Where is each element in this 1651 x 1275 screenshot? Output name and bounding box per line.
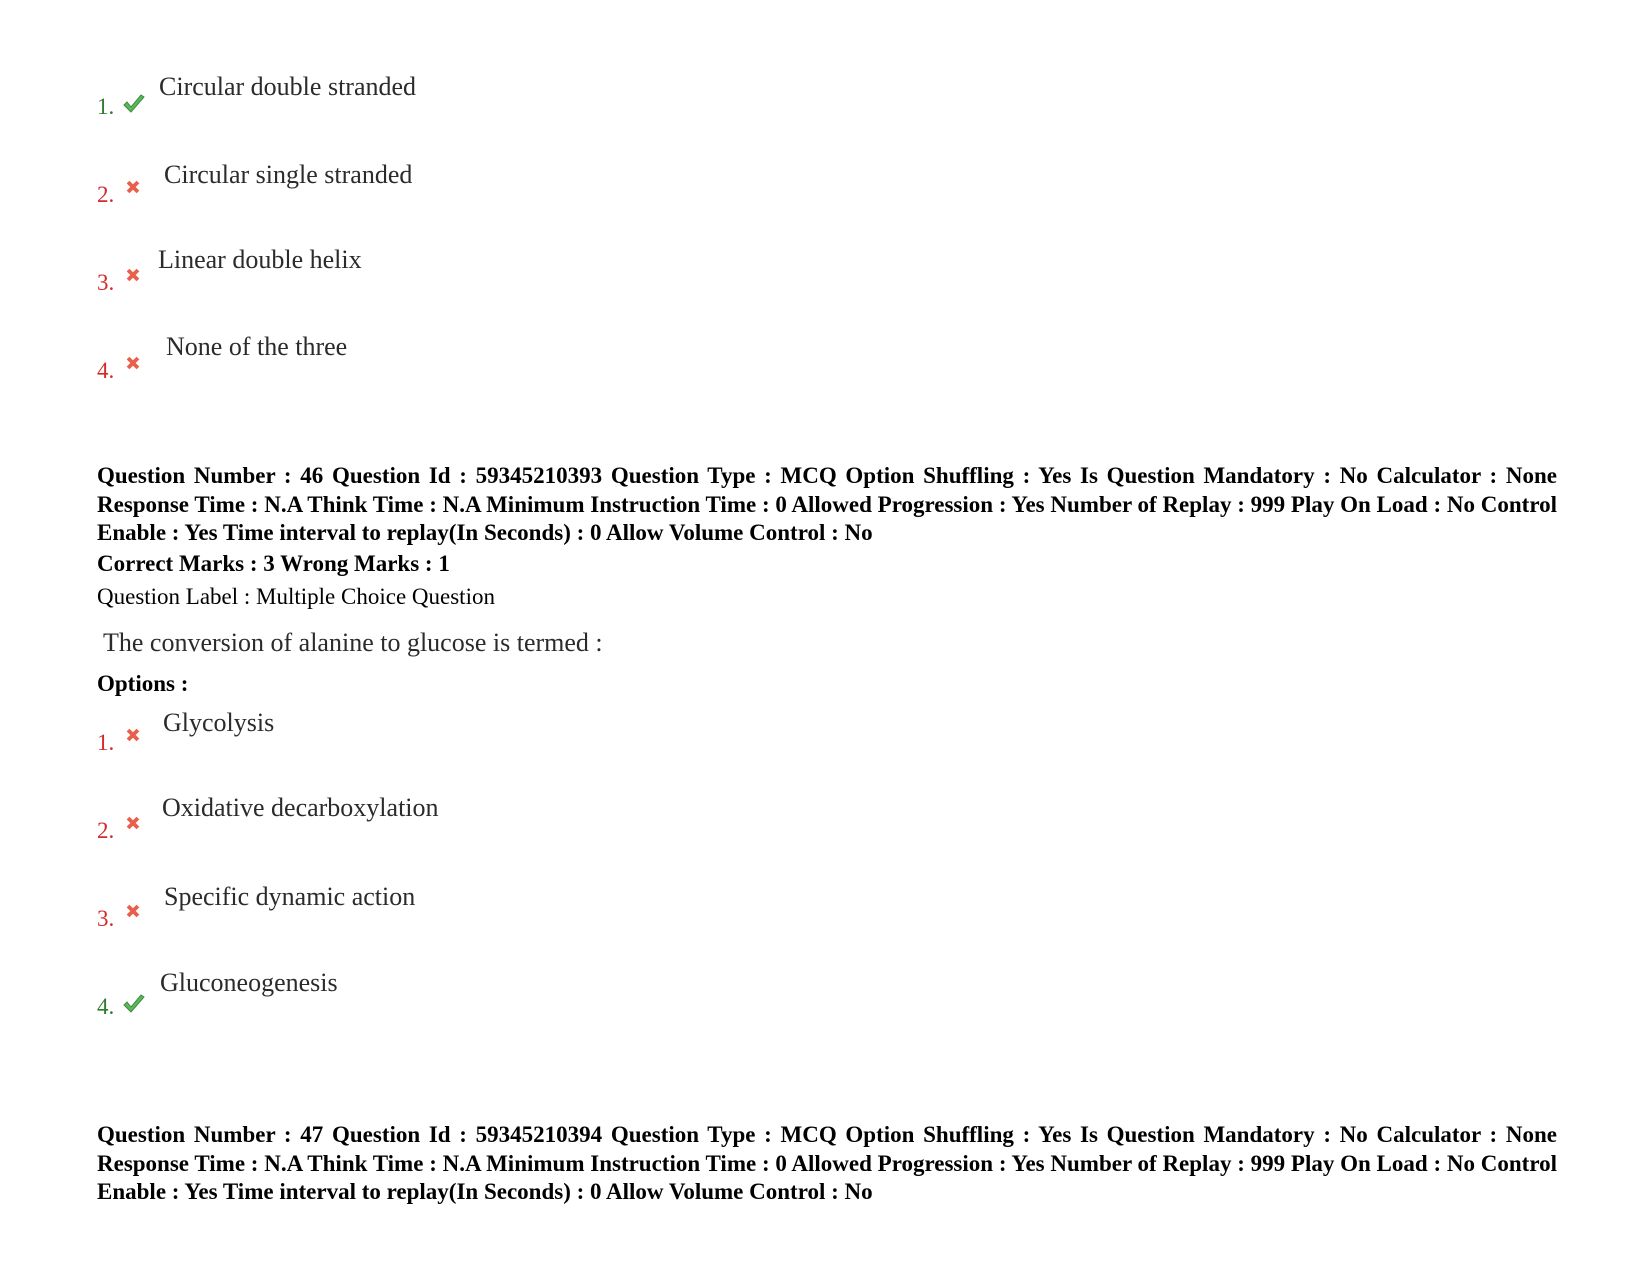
check-icon — [122, 992, 146, 1016]
option-text: Circular double stranded — [159, 72, 417, 101]
question-46-marks: Correct Marks : 3 Wrong Marks : 1 — [97, 551, 450, 576]
option-number: 2. — [97, 182, 115, 207]
option-text: Oxidative decarboxylation — [162, 793, 439, 822]
option-number: 1. — [97, 94, 115, 119]
option-number: 3. — [97, 270, 115, 295]
question-46-text: The conversion of alanine to glucose is termed : — [103, 628, 603, 657]
check-icon — [122, 92, 146, 116]
options-heading: Options : — [97, 671, 189, 696]
option-number: 4. — [97, 358, 115, 383]
option-text: Gluconeogenesis — [160, 968, 338, 997]
cross-icon — [124, 814, 142, 832]
option-number: 4. — [97, 994, 115, 1019]
question-46-label: Question Label : Multiple Choice Question — [97, 584, 495, 609]
cross-icon — [124, 902, 142, 920]
option-text: Specific dynamic action — [164, 882, 416, 911]
question-47-meta: Question Number : 47 Question Id : 59345210394 Question Type : MCQ Option Shuffling : Yes Is Question Mandatory : No Calculator : None Response Time : N.A Think Time : N.A Minimum Instruction Time : 0 Allowed Progression : Yes Number of Replay : 999 Play On Load : No Control Enable : Yes Time interval to replay(In Seconds) : 0 Allow Volume Control : No — [97, 1122, 1557, 1204]
option-text: Glycolysis — [163, 708, 275, 737]
cross-icon — [124, 266, 142, 284]
option-number: 1. — [97, 730, 115, 755]
question-46-meta: Question Number : 46 Question Id : 59345210393 Question Type : MCQ Option Shuffling : Yes Is Question Mandatory : No Calculator : None Response Time : N.A Think Time : N.A Minimum Instruction Time : 0 Allowed Progression : Yes Number of Replay : 999 Play On Load : No Control Enable : Yes Time interval to replay(In Seconds) : 0 Allow Volume Control : No — [97, 463, 1557, 545]
option-number: 2. — [97, 818, 115, 843]
cross-icon — [124, 354, 142, 372]
option-text: Linear double helix — [158, 245, 362, 274]
option-number: 3. — [97, 906, 115, 931]
option-text: None of the three — [166, 332, 348, 361]
option-text: Circular single stranded — [164, 160, 413, 189]
cross-icon — [124, 726, 142, 744]
cross-icon — [124, 178, 142, 196]
